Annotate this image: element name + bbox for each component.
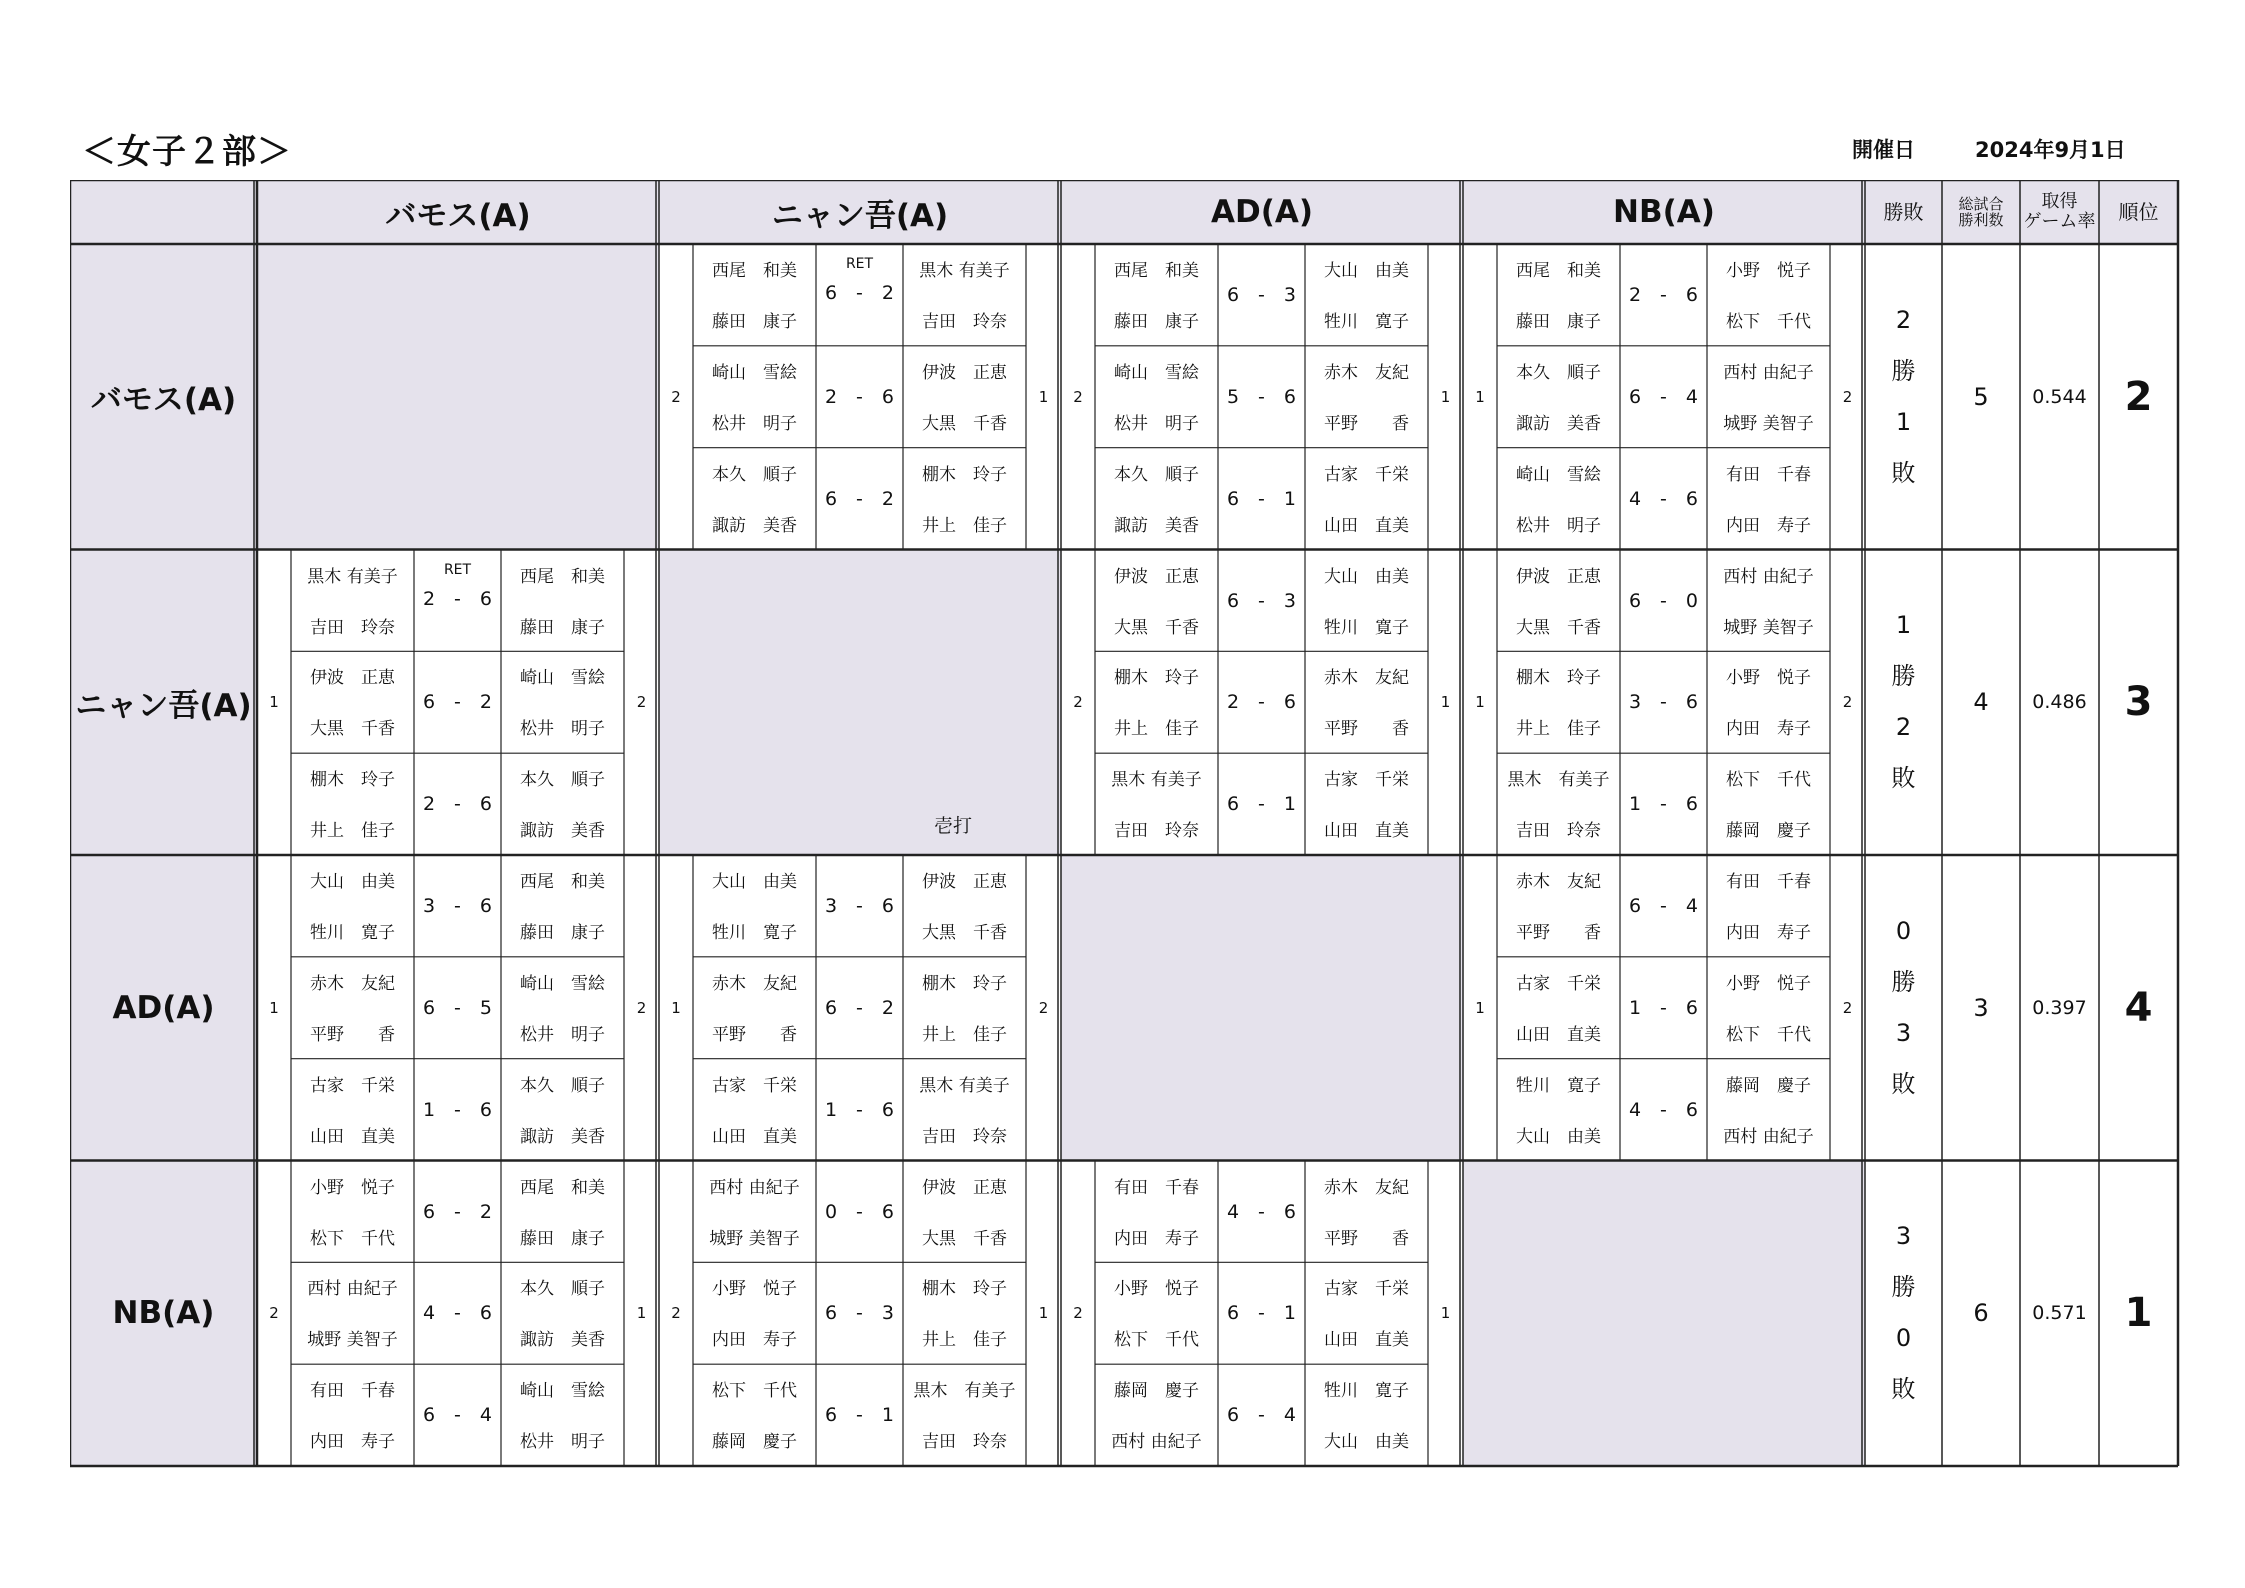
match-score: 6 - 2 [824, 282, 895, 304]
row-team-1: ニャン吾(A) [70, 550, 257, 856]
left-player-2: 藤田 康子 [1114, 312, 1199, 332]
right-player-1: 崎山 雪絵 [520, 668, 605, 689]
left-player-2: 藤田 康子 [712, 312, 797, 332]
team-header-2: AD(A) [1061, 180, 1463, 244]
left-player-2: 諏訪 美香 [1516, 413, 1601, 434]
match-score: 6 - 3 [824, 1302, 895, 1325]
left-player-1: 小野 悦子 [1114, 1279, 1199, 1300]
right-player-2: 内田 寿子 [1726, 923, 1811, 943]
right-player-1: 本久 順子 [520, 1075, 605, 1096]
right-match-count: 2 [636, 998, 647, 1017]
left-player-1: 古家 千栄 [1516, 973, 1601, 994]
grid-lines [70, 180, 2180, 1468]
left-match-count: 2 [1073, 1304, 1083, 1323]
right-player-2: 牲川 寛子 [1324, 312, 1409, 332]
left-player-1: 西村 由紀子 [709, 1177, 800, 1198]
row-team-0: バモス(A) [70, 244, 257, 550]
wins-count: 3 [1895, 1222, 1912, 1251]
game-rate-line1: 取得 [2041, 191, 2078, 213]
game-rate: 0.397 [2032, 996, 2087, 1019]
right-player-2: 吉田 玲奈 [922, 1126, 1007, 1147]
right-player-2: 藤田 康子 [520, 923, 605, 943]
left-match-count: 2 [1073, 693, 1083, 712]
right-player-1: 伊波 正恵 [922, 872, 1007, 892]
left-player-1: 棚木 玲子 [1516, 668, 1601, 689]
right-player-2: 諏訪 美香 [520, 821, 605, 842]
team-header-3: NB(A) [1463, 180, 1865, 244]
right-player-2: 山田 直美 [1324, 821, 1409, 842]
right-player-1: 古家 千栄 [1324, 770, 1409, 791]
left-player-1: 黒木 有美子 [1111, 770, 1202, 791]
right-player-1: 崎山 雪絵 [520, 973, 605, 994]
left-player-2: 山田 直美 [1516, 1024, 1601, 1045]
left-player-1: 古家 千栄 [712, 1075, 797, 1096]
match-score: 6 - 4 [1226, 1404, 1297, 1427]
left-match-count: 1 [1475, 998, 1485, 1017]
right-player-1: 棚木 玲子 [922, 464, 1007, 485]
left-player-2: 大山 由美 [1516, 1126, 1601, 1147]
left-player-2: 松井 明子 [712, 413, 797, 434]
right-match-count: 1 [1440, 1304, 1451, 1323]
team-header-1: ニャン吾(A) [659, 180, 1061, 244]
left-player-2: 吉田 玲奈 [1114, 821, 1199, 842]
right-match-count: 1 [1038, 1304, 1049, 1323]
total-wins-line1: 総試合 [1958, 194, 2004, 213]
right-player-1: 有田 千春 [1726, 464, 1811, 485]
left-player-1: 赤木 友紀 [1516, 872, 1601, 892]
total-wins: 4 [1973, 688, 1989, 717]
left-player-1: 藤岡 慶子 [1114, 1381, 1199, 1402]
right-player-1: 小野 悦子 [1726, 668, 1811, 689]
match-score: 2 - 6 [422, 587, 493, 610]
match-score: 2 - 6 [1226, 691, 1297, 714]
row-team-2: AD(A) [70, 855, 257, 1161]
left-player-2: 内田 寿子 [1114, 1228, 1199, 1249]
right-player-1: 西尾 和美 [520, 872, 605, 892]
total-wins: 6 [1973, 1299, 1989, 1328]
right-player-2: 山田 直美 [1324, 1330, 1409, 1351]
right-player-2: 諏訪 美香 [520, 1330, 605, 1351]
right-player-1: 本久 順子 [520, 1279, 605, 1300]
left-player-2: 井上 佳子 [1516, 719, 1601, 740]
left-match-count: 2 [1073, 387, 1083, 406]
rank-value: 1 [2124, 1290, 2153, 1337]
right-match-count: 2 [636, 693, 647, 712]
right-player-2: 松井 明子 [520, 1432, 605, 1453]
left-player-2: 城野 美智子 [307, 1330, 398, 1351]
match-score: 3 - 6 [824, 895, 895, 917]
right-player-2: 松下 千代 [1726, 312, 1811, 332]
left-player-2: 内田 寿子 [712, 1330, 797, 1351]
match-score: 6 - 2 [422, 691, 493, 714]
left-player-2: 松下 千代 [1114, 1330, 1199, 1351]
left-player-2: 平野 香 [310, 1024, 395, 1045]
left-player-2: 吉田 玲奈 [1516, 821, 1601, 842]
left-match-count: 1 [1475, 693, 1485, 712]
right-match-count: 1 [636, 1304, 647, 1323]
match-score: 6 - 3 [1226, 589, 1297, 612]
team-header-0: バモス(A) [257, 180, 659, 244]
left-player-1: 赤木 友紀 [712, 973, 797, 994]
right-player-1: 棚木 玲子 [922, 973, 1007, 994]
right-player-2: 松井 明子 [520, 1024, 605, 1045]
right-player-1: 藤岡 慶子 [1726, 1075, 1811, 1096]
left-player-2: 山田 直美 [712, 1126, 797, 1147]
right-player-2: 大山 由美 [1324, 1432, 1409, 1453]
right-player-2: 吉田 玲奈 [922, 1432, 1007, 1453]
left-player-2: 平野 香 [1516, 923, 1601, 943]
header-win-loss: 勝敗 [1865, 180, 1942, 244]
left-player-1: 棚木 玲子 [1114, 668, 1199, 689]
match-score: 4 - 6 [1226, 1200, 1297, 1223]
right-match-count: 1 [1038, 387, 1049, 406]
left-player-2: 藤田 康子 [1516, 312, 1601, 332]
right-player-1: 古家 千栄 [1324, 464, 1409, 485]
right-player-1: 赤木 友紀 [1324, 362, 1409, 383]
right-player-1: 西村 由紀子 [1723, 362, 1814, 383]
right-match-count: 1 [1440, 693, 1451, 712]
left-player-2: 山田 直美 [310, 1126, 395, 1147]
left-match-count: 1 [269, 693, 279, 712]
left-player-1: 小野 悦子 [310, 1177, 395, 1198]
right-match-count: 2 [1038, 998, 1049, 1017]
left-player-2: 城野 美智子 [709, 1228, 800, 1249]
left-player-2: 松井 明子 [1516, 515, 1601, 536]
right-player-2: 城野 美智子 [1723, 617, 1814, 638]
right-player-1: 本久 順子 [520, 770, 605, 791]
win-mark: 勝 [1891, 356, 1916, 385]
right-player-2: 内田 寿子 [1726, 515, 1811, 536]
left-player-1: 崎山 雪絵 [1516, 464, 1601, 485]
left-player-1: 本久 順子 [1114, 464, 1199, 485]
right-player-2: 内田 寿子 [1726, 719, 1811, 740]
match-score: 6 - 1 [824, 1404, 895, 1427]
right-player-2: 井上 佳子 [922, 1330, 1007, 1351]
wins-count: 1 [1895, 611, 1912, 640]
left-player-2: 牲川 寛子 [712, 923, 797, 943]
match-score: 6 - 0 [1628, 589, 1699, 612]
league-table [70, 180, 2178, 1466]
right-player-2: 大黒 千香 [922, 413, 1007, 434]
right-player-1: 有田 千春 [1726, 872, 1811, 892]
left-player-1: 西尾 和美 [1516, 261, 1601, 281]
left-player-2: 松井 明子 [1114, 413, 1199, 434]
left-player-1: 古家 千栄 [310, 1075, 395, 1096]
left-player-2: 内田 寿子 [310, 1432, 395, 1453]
match-score: 4 - 6 [422, 1302, 493, 1325]
right-player-2: 諏訪 美香 [520, 1126, 605, 1147]
left-player-1: 赤木 友紀 [310, 973, 395, 994]
match-score: 6 - 2 [824, 487, 895, 510]
match-score: 2 - 6 [824, 385, 895, 408]
match-score: 6 - 1 [1226, 1302, 1297, 1325]
right-player-1: 西尾 和美 [520, 566, 605, 587]
game-rate: 0.544 [2032, 385, 2087, 408]
match-score: 6 - 2 [422, 1200, 493, 1223]
total-wins-line2: 勝利数 [1958, 211, 2004, 229]
left-player-2: 諏訪 美香 [1114, 515, 1199, 536]
right-player-2: 松井 明子 [520, 719, 605, 740]
right-player-1: 棚木 玲子 [922, 1279, 1007, 1300]
left-player-1: 本久 順子 [712, 464, 797, 485]
right-match-count: 1 [1440, 387, 1451, 406]
left-player-1: 伊波 正恵 [310, 668, 395, 689]
left-player-1: 有田 千春 [1114, 1177, 1199, 1198]
right-player-1: 西尾 和美 [520, 1177, 605, 1198]
right-player-1: 赤木 友紀 [1324, 1177, 1409, 1198]
date-value: 2024年9月1日 [1975, 138, 2126, 162]
loss-mark: 敗 [1891, 1069, 1916, 1098]
wins-count: 0 [1895, 916, 1912, 945]
rank-value: 3 [2124, 679, 2153, 726]
left-player-1: 有田 千春 [310, 1381, 395, 1402]
left-player-1: 伊波 正恵 [1516, 566, 1601, 587]
left-player-2: 西村 由紀子 [1111, 1432, 1202, 1453]
left-player-2: 諏訪 美香 [712, 515, 797, 536]
match-score: 6 - 3 [1226, 284, 1297, 306]
left-match-count: 1 [671, 998, 681, 1017]
loss-mark: 敗 [1891, 458, 1916, 487]
left-player-2: 平野 香 [712, 1024, 797, 1045]
right-player-1: 伊波 正恵 [922, 1177, 1007, 1198]
match-score: 2 - 6 [422, 793, 493, 816]
win-mark: 勝 [1891, 967, 1916, 996]
match-score: 4 - 6 [1628, 1098, 1699, 1121]
match-score: 6 - 2 [824, 996, 895, 1019]
left-player-2: 井上 佳子 [310, 821, 395, 842]
self-note: 壱打 [934, 815, 973, 837]
left-player-1: 黒木 有美子 [1507, 770, 1610, 791]
retired-mark: RET [443, 561, 472, 578]
right-player-2: 牲川 寛子 [1324, 617, 1409, 638]
left-player-1: 大山 由美 [310, 872, 395, 892]
right-player-1: 古家 千栄 [1324, 1279, 1409, 1300]
wins-count: 2 [1895, 305, 1912, 334]
left-player-1: 崎山 雪絵 [712, 362, 797, 383]
game-rate: 0.571 [2032, 1302, 2087, 1325]
match-score: 3 - 6 [422, 895, 493, 917]
right-player-1: 牲川 寛子 [1324, 1381, 1409, 1402]
right-player-1: 崎山 雪絵 [520, 1381, 605, 1402]
right-player-2: 吉田 玲奈 [922, 312, 1007, 332]
date-label: 開催日 [1852, 138, 1915, 162]
match-score: 1 - 6 [824, 1098, 895, 1121]
right-player-1: 黒木 有美子 [913, 1381, 1016, 1402]
left-player-2: 大黒 千香 [1114, 617, 1199, 638]
match-score: 5 - 6 [1226, 385, 1297, 408]
left-player-2: 大黒 千香 [310, 719, 395, 740]
right-player-2: 井上 佳子 [922, 1024, 1007, 1045]
match-score: 2 - 6 [1628, 284, 1699, 306]
loss-mark: 敗 [1891, 764, 1916, 793]
left-player-1: 大山 由美 [712, 872, 797, 892]
right-match-count: 2 [1842, 998, 1853, 1017]
total-wins: 3 [1973, 993, 1989, 1022]
left-player-1: 本久 順子 [1516, 362, 1601, 383]
win-mark: 勝 [1891, 1273, 1916, 1302]
match-score: 4 - 6 [1628, 487, 1699, 510]
win-mark: 勝 [1891, 662, 1916, 691]
left-player-2: 井上 佳子 [1114, 719, 1199, 740]
left-match-count: 2 [671, 387, 681, 406]
match-score: 6 - 5 [422, 996, 493, 1019]
total-wins: 5 [1973, 382, 1989, 411]
left-player-1: 西村 由紀子 [307, 1279, 398, 1300]
match-score: 6 - 1 [1226, 793, 1297, 816]
right-player-2: 大黒 千香 [922, 1228, 1007, 1249]
rank-value: 4 [2124, 984, 2153, 1031]
left-player-1: 棚木 玲子 [310, 770, 395, 791]
match-score: 1 - 6 [1628, 996, 1699, 1019]
match-score: 1 - 6 [422, 1098, 493, 1121]
left-match-count: 1 [1475, 387, 1485, 406]
match-score: 6 - 4 [1628, 385, 1699, 408]
rank-value: 2 [2124, 373, 2153, 420]
right-player-1: 松下 千代 [1726, 770, 1811, 791]
right-player-1: 黒木 有美子 [919, 261, 1010, 281]
header-rank: 順位 [2099, 180, 2178, 244]
page-title: ＜女子２部＞ [82, 132, 292, 172]
right-match-count: 2 [1842, 693, 1853, 712]
left-player-1: 西尾 和美 [712, 261, 797, 281]
right-player-2: 平野 香 [1324, 719, 1409, 740]
match-score: 0 - 6 [824, 1200, 895, 1223]
right-player-2: 西村 由紀子 [1723, 1126, 1814, 1147]
right-match-count: 2 [1842, 387, 1853, 406]
match-score: 1 - 6 [1628, 793, 1699, 816]
losses-count: 2 [1895, 713, 1912, 742]
losses-count: 3 [1895, 1018, 1912, 1047]
left-player-1: 伊波 正恵 [1114, 566, 1199, 587]
left-player-1: 小野 悦子 [712, 1279, 797, 1300]
right-player-2: 井上 佳子 [922, 515, 1007, 536]
game-rate-line2: ゲーム率 [2023, 211, 2096, 232]
right-player-1: 伊波 正恵 [922, 362, 1007, 383]
left-player-1: 西尾 和美 [1114, 261, 1199, 281]
left-player-1: 牲川 寛子 [1516, 1075, 1601, 1096]
right-player-2: 大黒 千香 [922, 923, 1007, 943]
right-player-1: 赤木 友紀 [1324, 668, 1409, 689]
match-score: 6 - 4 [1628, 895, 1699, 917]
right-player-1: 西村 由紀子 [1723, 566, 1814, 587]
right-player-1: 小野 悦子 [1726, 973, 1811, 994]
right-player-2: 藤田 康子 [520, 1228, 605, 1249]
right-player-1: 小野 悦子 [1726, 261, 1811, 281]
right-player-2: 藤田 康子 [520, 617, 605, 638]
left-player-2: 松下 千代 [310, 1228, 395, 1249]
match-score: 6 - 4 [422, 1404, 493, 1427]
left-player-2: 大黒 千香 [1516, 617, 1601, 638]
left-match-count: 2 [671, 1304, 681, 1323]
game-rate: 0.486 [2032, 691, 2087, 714]
right-player-2: 平野 香 [1324, 1228, 1409, 1249]
right-player-1: 大山 由美 [1324, 566, 1409, 587]
loss-mark: 敗 [1891, 1375, 1916, 1404]
losses-count: 1 [1895, 407, 1912, 436]
left-match-count: 2 [269, 1304, 279, 1323]
retired-mark: RET [845, 256, 874, 272]
left-player-2: 藤岡 慶子 [712, 1432, 797, 1453]
match-score: 6 - 1 [1226, 487, 1297, 510]
right-player-1: 黒木 有美子 [919, 1075, 1010, 1096]
right-player-2: 平野 香 [1324, 413, 1409, 434]
right-player-2: 藤岡 慶子 [1726, 821, 1811, 842]
left-player-1: 崎山 雪絵 [1114, 362, 1199, 383]
match-score: 3 - 6 [1628, 691, 1699, 714]
left-player-1: 黒木 有美子 [307, 566, 398, 587]
left-player-2: 牲川 寛子 [310, 923, 395, 943]
right-player-1: 大山 由美 [1324, 261, 1409, 281]
right-player-2: 松下 千代 [1726, 1024, 1811, 1045]
left-player-1: 松下 千代 [712, 1381, 797, 1402]
left-player-2: 吉田 玲奈 [310, 617, 395, 638]
losses-count: 0 [1895, 1324, 1912, 1353]
right-player-2: 城野 美智子 [1723, 413, 1814, 434]
left-match-count: 1 [269, 998, 279, 1017]
row-team-3: NB(A) [70, 1161, 257, 1467]
right-player-2: 山田 直美 [1324, 515, 1409, 536]
